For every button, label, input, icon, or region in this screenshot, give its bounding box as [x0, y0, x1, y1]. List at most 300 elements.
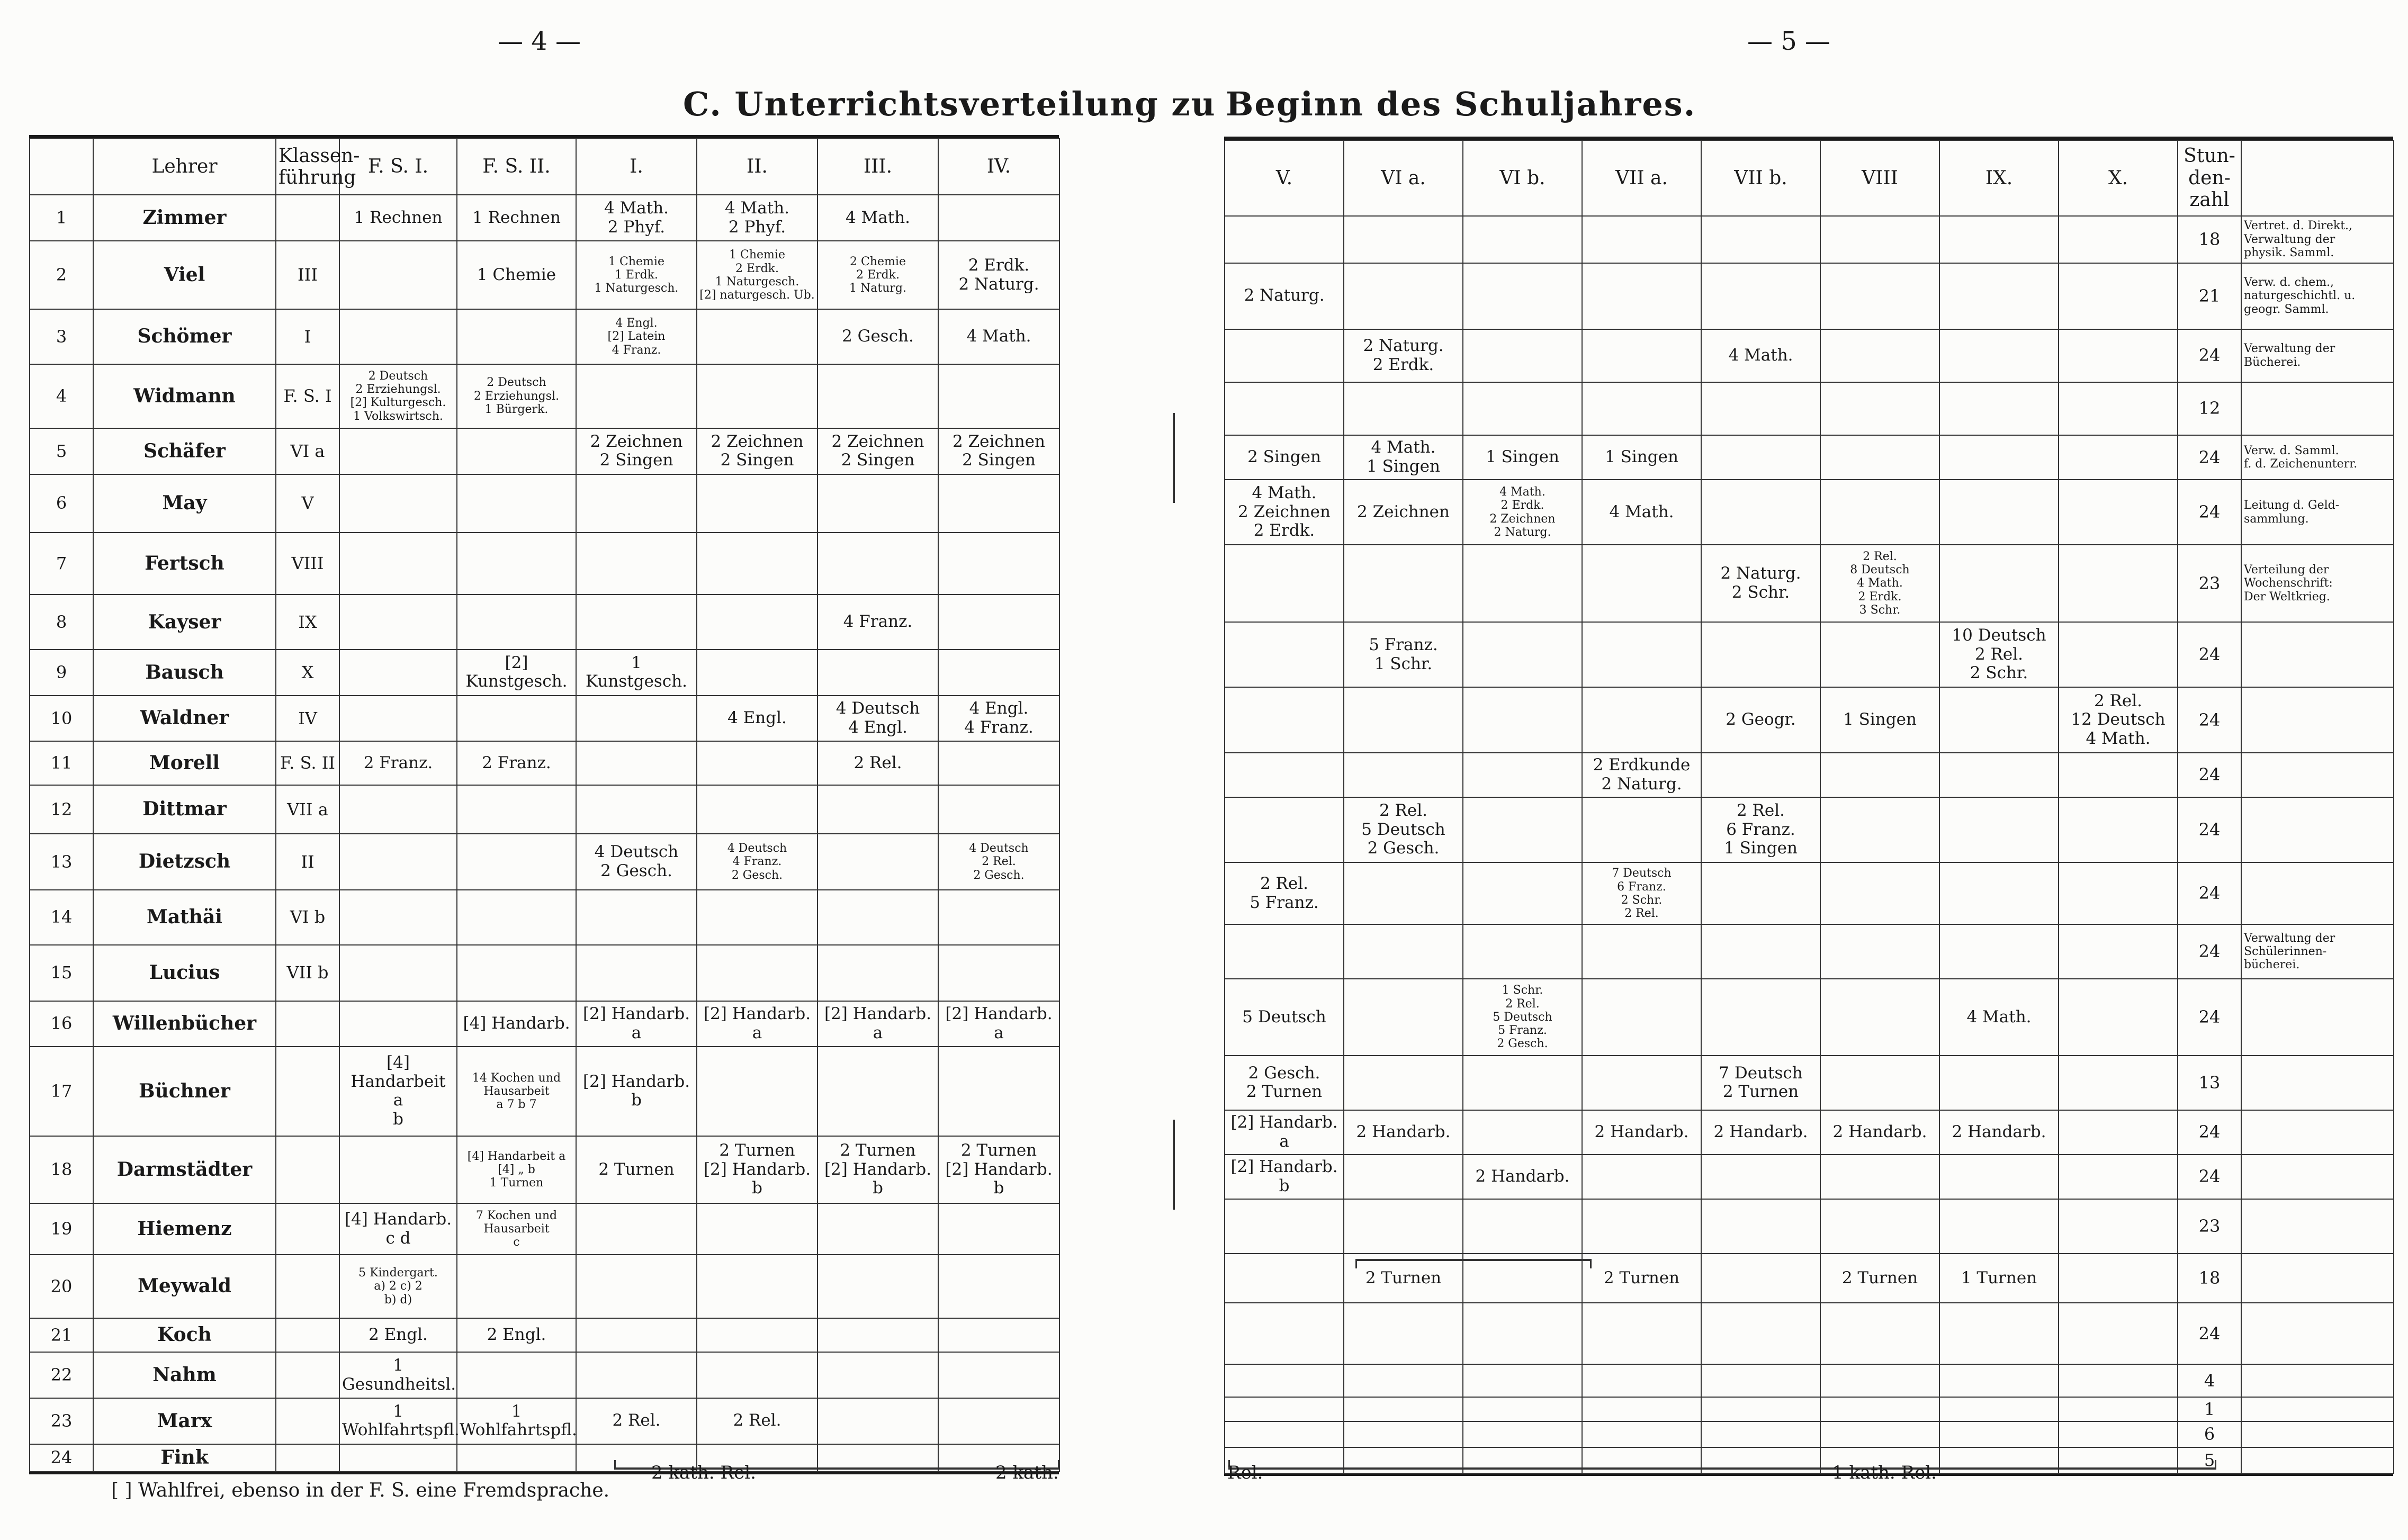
table-row [30, 195, 1059, 241]
cell-c9 [1939, 435, 2059, 480]
cell-fs1 [339, 696, 457, 742]
class-lead: II [276, 834, 339, 890]
margin-mark-1 [1173, 413, 1175, 503]
table-row [30, 309, 1059, 364]
remark [2241, 1199, 2394, 1253]
cell-c1: 2 Zeichnen 2 Singen [576, 428, 697, 474]
cell-c5: [2] Handarb. a [1225, 1110, 1344, 1155]
cell-c7b [1701, 862, 1820, 924]
cell-c10: 2 Rel. 12 Deutsch 4 Math. [2059, 687, 2178, 753]
cell-c6a [1344, 1364, 1463, 1397]
table-row [30, 1318, 1059, 1352]
cell-c6b [1463, 545, 1582, 622]
header-class-10: X. [2059, 140, 2178, 216]
cell-c8 [1820, 1364, 1939, 1397]
cell-c5: 2 Gesch. 2 Turnen [1225, 1056, 1344, 1110]
teacher-name: Hiemenz [93, 1203, 276, 1255]
cell-fs1: 2 Engl. [339, 1318, 457, 1352]
cell-c7b [1701, 435, 1820, 480]
table-row [30, 890, 1059, 945]
remark: Verw. d. chem., naturgeschichtl. u. geogr. Samml. [2241, 263, 2394, 329]
cell-c6a: 2 Naturg. 2 Erdk. [1344, 329, 1463, 382]
cell-c7a [1582, 797, 1701, 863]
table-row [1225, 1397, 2394, 1421]
hours-total: 24 [2178, 924, 2241, 978]
hours-total: 13 [2178, 1056, 2241, 1110]
row-number: 18 [30, 1136, 93, 1204]
cell-c3 [817, 474, 938, 533]
cell-c6a [1344, 382, 1463, 435]
cell-c7b [1701, 1254, 1820, 1303]
page-number-left: — 4 — [498, 26, 581, 56]
hours-total: 24 [2178, 687, 2241, 753]
cell-c5: 2 Rel. 5 Franz. [1225, 862, 1344, 924]
cell-fs2: 14 Kochen und Hausarbeit a 7 b 7 [457, 1047, 576, 1136]
remark: Verwaltung der Bücherei. [2241, 329, 2394, 382]
table-row [1225, 1110, 2394, 1155]
hours-total: 24 [2178, 753, 2241, 797]
row-number: 13 [30, 834, 93, 890]
row-number: 10 [30, 696, 93, 742]
cell-c1 [576, 1318, 697, 1352]
cell-c2 [697, 533, 817, 595]
class-lead: VII b [276, 945, 339, 1001]
cell-c5: 4 Math. 2 Zeichnen 2 Erdk. [1225, 480, 1344, 545]
teacher-name: Waldner [93, 696, 276, 742]
class-lead: X [276, 650, 339, 696]
right-header-row [1225, 140, 2394, 216]
row-number: 7 [30, 533, 93, 595]
cell-c7a [1582, 1397, 1701, 1421]
table-row [30, 1001, 1059, 1047]
cell-c7a [1582, 382, 1701, 435]
cell-c4: 2 Turnen [2] Handarb. b [938, 1136, 1059, 1204]
cell-c3: 2 Zeichnen 2 Singen [817, 428, 938, 474]
cell-fs1: [4] Handarbeit a b [339, 1047, 457, 1136]
cell-fs2: 1 Chemie [457, 241, 576, 309]
cell-c2 [697, 1047, 817, 1136]
cell-c10 [2059, 329, 2178, 382]
cell-c4 [938, 741, 1059, 785]
remark [2241, 797, 2394, 863]
header-class-6a: VI a. [1344, 140, 1463, 216]
cell-c6b: 1 Schr. 2 Rel. 5 Deutsch 5 Franz. 2 Gesch. [1463, 979, 1582, 1056]
remark [2241, 1056, 2394, 1110]
cell-c3 [817, 890, 938, 945]
cell-c5: [2] Handarb. b [1225, 1155, 1344, 1200]
brace-turnen [1355, 1259, 1592, 1268]
cell-c3 [817, 1203, 938, 1255]
cell-c4 [938, 195, 1059, 241]
row-number: 8 [30, 595, 93, 650]
cell-c10 [2059, 1199, 2178, 1253]
remark [2241, 622, 2394, 688]
cell-c3 [817, 650, 938, 696]
cell-c6b [1463, 753, 1582, 797]
cell-c3: 2 Rel. [817, 741, 938, 785]
cell-c10 [2059, 862, 2178, 924]
class-lead [276, 1047, 339, 1136]
cell-c5 [1225, 329, 1344, 382]
cell-c2: 2 Rel. [697, 1398, 817, 1444]
teacher-name: Nahm [93, 1352, 276, 1398]
cell-c6b [1463, 797, 1582, 863]
cell-c9 [1939, 263, 2059, 329]
class-lead: IV [276, 696, 339, 742]
cell-c7b [1701, 1397, 1820, 1421]
cell-c9 [1939, 753, 2059, 797]
row-number: 12 [30, 785, 93, 834]
cell-c6b [1463, 1397, 1582, 1421]
cell-c3 [817, 1047, 938, 1136]
header-notes [2241, 140, 2394, 216]
cell-c4: 2 Zeichnen 2 Singen [938, 428, 1059, 474]
cell-c5 [1225, 753, 1344, 797]
cell-c6b [1463, 216, 1582, 263]
cell-c5 [1225, 1397, 1344, 1421]
cell-c6a [1344, 1421, 1463, 1447]
cell-c9 [1939, 329, 2059, 382]
cell-c5 [1225, 216, 1344, 263]
cell-c8 [1820, 979, 1939, 1056]
class-lead: V [276, 474, 339, 533]
cell-c3 [817, 533, 938, 595]
cell-c7b: 7 Deutsch 2 Turnen [1701, 1056, 1820, 1110]
class-lead: IX [276, 595, 339, 650]
header-class-lead: Klassen- führung [276, 139, 339, 195]
bottom-right-kath-rel: 1 kath. Rel. [1832, 1462, 1937, 1483]
cell-c10 [2059, 480, 2178, 545]
cell-c2 [697, 1318, 817, 1352]
teacher-name: Willenbücher [93, 1001, 276, 1047]
cell-c7a [1582, 329, 1701, 382]
remark [2241, 862, 2394, 924]
hours-total: 18 [2178, 216, 2241, 263]
class-lead [276, 1001, 339, 1047]
cell-c9 [1939, 545, 2059, 622]
cell-c3: 2 Gesch. [817, 309, 938, 364]
teacher-name: Schäfer [93, 428, 276, 474]
hours-total: 24 [2178, 1110, 2241, 1155]
cell-c4 [938, 650, 1059, 696]
cell-fs2 [457, 785, 576, 834]
cell-c7a [1582, 1056, 1701, 1110]
table-row [30, 1136, 1059, 1204]
cell-fs1: 5 Kindergart. a) 2 c) 2 b) d) [339, 1255, 457, 1318]
cell-c6a [1344, 1056, 1463, 1110]
row-number: 5 [30, 428, 93, 474]
teacher-name: Büchner [93, 1047, 276, 1136]
cell-fs1 [339, 1001, 457, 1047]
cell-c8 [1820, 216, 1939, 263]
cell-c2 [697, 474, 817, 533]
table-row [1225, 622, 2394, 688]
cell-fs1 [339, 650, 457, 696]
header-class-5: V. [1225, 140, 1344, 216]
table-row [30, 474, 1059, 533]
brace-kath-right [1228, 1460, 2216, 1470]
cell-c7a [1582, 1364, 1701, 1397]
teacher-name: May [93, 474, 276, 533]
cell-fs2: [4] Handarb. [457, 1001, 576, 1047]
cell-fs2 [457, 474, 576, 533]
cell-c7a: 4 Math. [1582, 480, 1701, 545]
hours-total: 24 [2178, 1303, 2241, 1364]
cell-c6b: 2 Handarb. [1463, 1155, 1582, 1200]
table-row [30, 1255, 1059, 1318]
table-row [30, 533, 1059, 595]
cell-c7a [1582, 924, 1701, 978]
class-lead: F. S. II [276, 741, 339, 785]
cell-c1: [2] Handarb. a [576, 1001, 697, 1047]
cell-c7b [1701, 216, 1820, 263]
cell-c6b [1463, 1303, 1582, 1364]
hours-total: 12 [2178, 382, 2241, 435]
cell-fs2 [457, 696, 576, 742]
cell-c5 [1225, 924, 1344, 978]
cell-c7a [1582, 1421, 1701, 1447]
cell-c2 [697, 595, 817, 650]
cell-c5 [1225, 622, 1344, 688]
table-row [30, 785, 1059, 834]
cell-c6b [1463, 924, 1582, 978]
cell-c7a [1582, 979, 1701, 1056]
table-row [1225, 862, 2394, 924]
remark: Verw. d. Samml. f. d. Zeichenunterr. [2241, 435, 2394, 480]
cell-c1 [576, 364, 697, 428]
header-fs1: F. S. I. [339, 139, 457, 195]
cell-c6a [1344, 862, 1463, 924]
cell-c2: 4 Math. 2 Phyf. [697, 195, 817, 241]
cell-c4 [938, 1047, 1059, 1136]
hours-total: 23 [2178, 1199, 2241, 1253]
cell-c3 [817, 1352, 938, 1398]
cell-c5 [1225, 1303, 1344, 1364]
cell-c4 [938, 474, 1059, 533]
cell-c6b [1463, 1056, 1582, 1110]
cell-c7b [1701, 622, 1820, 688]
remark [2241, 382, 2394, 435]
cell-c6b [1463, 862, 1582, 924]
cell-fs1 [339, 1136, 457, 1204]
cell-c1 [576, 1203, 697, 1255]
class-lead [276, 1444, 339, 1472]
cell-c7b [1701, 753, 1820, 797]
remark [2241, 687, 2394, 753]
cell-fs2 [457, 1255, 576, 1318]
cell-c7b: 2 Handarb. [1701, 1110, 1820, 1155]
class-lead: VI b [276, 890, 339, 945]
cell-c10 [2059, 1254, 2178, 1303]
cell-c6a: 2 Rel. 5 Deutsch 2 Gesch. [1344, 797, 1463, 863]
teacher-name: Zimmer [93, 195, 276, 241]
cell-c2: 4 Deutsch 4 Franz. 2 Gesch. [697, 834, 817, 890]
cell-c6b: 1 Singen [1463, 435, 1582, 480]
cell-c10 [2059, 622, 2178, 688]
class-lead: III [276, 241, 339, 309]
class-lead: I [276, 309, 339, 364]
cell-c6a [1344, 924, 1463, 978]
cell-c2: 2 Zeichnen 2 Singen [697, 428, 817, 474]
row-number: 11 [30, 741, 93, 785]
left-header-row [30, 139, 1059, 195]
hours-total: 24 [2178, 329, 2241, 382]
cell-fs2 [457, 1444, 576, 1472]
cell-fs2 [457, 890, 576, 945]
cell-c10 [2059, 263, 2178, 329]
class-lead [276, 1255, 339, 1318]
teacher-name: Widmann [93, 364, 276, 428]
teacher-name: Mathäi [93, 890, 276, 945]
table-row [1225, 1364, 2394, 1397]
cell-c7a [1582, 1199, 1701, 1253]
cell-c9 [1939, 1364, 2059, 1397]
cell-c10 [2059, 545, 2178, 622]
cell-c4 [938, 1352, 1059, 1398]
cell-c6a: 5 Franz. 1 Schr. [1344, 622, 1463, 688]
remark [2241, 1421, 2394, 1447]
header-class-1: I. [576, 139, 697, 195]
table-row [1225, 329, 2394, 382]
teacher-name: Dittmar [93, 785, 276, 834]
page-title-left: C. Unterrichtsverteilung zu [683, 85, 1216, 123]
table-row [1225, 480, 2394, 545]
teacher-name: Fink [93, 1444, 276, 1472]
row-number: 16 [30, 1001, 93, 1047]
cell-c2: 4 Engl. [697, 696, 817, 742]
cell-fs1 [339, 945, 457, 1001]
cell-c7b: 2 Rel. 6 Franz. 1 Singen [1701, 797, 1820, 863]
cell-c4 [938, 1318, 1059, 1352]
cell-c10 [2059, 1421, 2178, 1447]
cell-c4 [938, 1398, 1059, 1444]
table-row [30, 741, 1059, 785]
cell-c9 [1939, 1303, 2059, 1364]
cell-c10 [2059, 924, 2178, 978]
remark: Leitung d. Geld- sammlung. [2241, 480, 2394, 545]
cell-c3 [817, 834, 938, 890]
cell-c5 [1225, 687, 1344, 753]
cell-c2 [697, 741, 817, 785]
cell-fs1: 1 Rechnen [339, 195, 457, 241]
cell-c8 [1820, 1303, 1939, 1364]
row-number: 24 [30, 1444, 93, 1472]
teacher-name: Lucius [93, 945, 276, 1001]
cell-c8: 1 Singen [1820, 687, 1939, 753]
remark: Vertret. d. Direkt., Verwaltung der physik. Samml. [2241, 216, 2394, 263]
cell-c7a [1582, 545, 1701, 622]
cell-c6b [1463, 1364, 1582, 1397]
cell-c7b [1701, 382, 1820, 435]
cell-c5 [1225, 545, 1344, 622]
cell-fs1 [339, 595, 457, 650]
row-number: 17 [30, 1047, 93, 1136]
page-title-right: Beginn des Schuljahres. [1226, 85, 1696, 123]
cell-c1 [576, 785, 697, 834]
class-lead: VIII [276, 533, 339, 595]
cell-c10 [2059, 1110, 2178, 1155]
cell-c7b: 4 Math. [1701, 329, 1820, 382]
cell-c7b [1701, 924, 1820, 978]
class-lead [276, 195, 339, 241]
cell-c10 [2059, 382, 2178, 435]
cell-c1: [2] Handarb. b [576, 1047, 697, 1136]
cell-c3 [817, 1318, 938, 1352]
remark [2241, 1110, 2394, 1155]
cell-c8: 2 Handarb. [1820, 1110, 1939, 1155]
hours-total: 24 [2178, 979, 2241, 1056]
cell-c6a [1344, 753, 1463, 797]
cell-c8 [1820, 382, 1939, 435]
cell-c4 [938, 1255, 1059, 1318]
cell-c4: 4 Deutsch 2 Rel. 2 Gesch. [938, 834, 1059, 890]
remark [2241, 1254, 2394, 1303]
cell-fs1: [4] Handarb. c d [339, 1203, 457, 1255]
cell-c1: 4 Engl. [2] Latein 4 Franz. [576, 309, 697, 364]
cell-c6b [1463, 687, 1582, 753]
cell-c5 [1225, 382, 1344, 435]
cell-c1: 2 Turnen [576, 1136, 697, 1204]
cell-c8 [1820, 622, 1939, 688]
header-class-6b: VI b. [1463, 140, 1582, 216]
hours-total: 24 [2178, 480, 2241, 545]
teacher-name: Fertsch [93, 533, 276, 595]
class-lead [276, 1318, 339, 1352]
cell-c6a [1344, 687, 1463, 753]
cell-c10 [2059, 979, 2178, 1056]
cell-c6a: 2 Zeichnen [1344, 480, 1463, 545]
cell-c6a: 4 Math. 1 Singen [1344, 435, 1463, 480]
cell-fs1: 2 Deutsch 2 Erziehungsl. [2] Kulturgesch. 1 Volkswirtsch. [339, 364, 457, 428]
row-number: 3 [30, 309, 93, 364]
right-distribution-table [1224, 137, 2393, 1476]
cell-c6b [1463, 1421, 1582, 1447]
cell-c10 [2059, 1303, 2178, 1364]
left-distribution-table [29, 135, 1059, 1474]
cell-c9 [1939, 1397, 2059, 1421]
cell-c7a [1582, 263, 1701, 329]
table-row [1225, 545, 2394, 622]
cell-c9 [1939, 1056, 2059, 1110]
table-row [1225, 1421, 2394, 1447]
cell-c6b [1463, 1199, 1582, 1253]
cell-c6b [1463, 1110, 1582, 1155]
cell-c7b: 2 Geogr. [1701, 687, 1820, 753]
row-number: 1 [30, 195, 93, 241]
cell-c4: 4 Engl. 4 Franz. [938, 696, 1059, 742]
table-row [30, 696, 1059, 742]
cell-c5 [1225, 1421, 1344, 1447]
cell-c3: [2] Handarb. a [817, 1001, 938, 1047]
bottom-left-kath: 2 kath. [995, 1462, 1059, 1483]
cell-c2 [697, 890, 817, 945]
cell-c6a [1344, 216, 1463, 263]
cell-c5 [1225, 797, 1344, 863]
hours-total: 24 [2178, 435, 2241, 480]
cell-fs1 [339, 428, 457, 474]
cell-c3 [817, 364, 938, 428]
header-class-7a: VII a. [1582, 140, 1701, 216]
cell-c4: 4 Math. [938, 309, 1059, 364]
teacher-name: Schömer [93, 309, 276, 364]
cell-c3 [817, 1398, 938, 1444]
header-number [30, 139, 93, 195]
cell-c8 [1820, 329, 1939, 382]
table-row [30, 1398, 1059, 1444]
cell-c1: 4 Math. 2 Phyf. [576, 195, 697, 241]
remark [2241, 1447, 2394, 1473]
cell-c8 [1820, 924, 1939, 978]
